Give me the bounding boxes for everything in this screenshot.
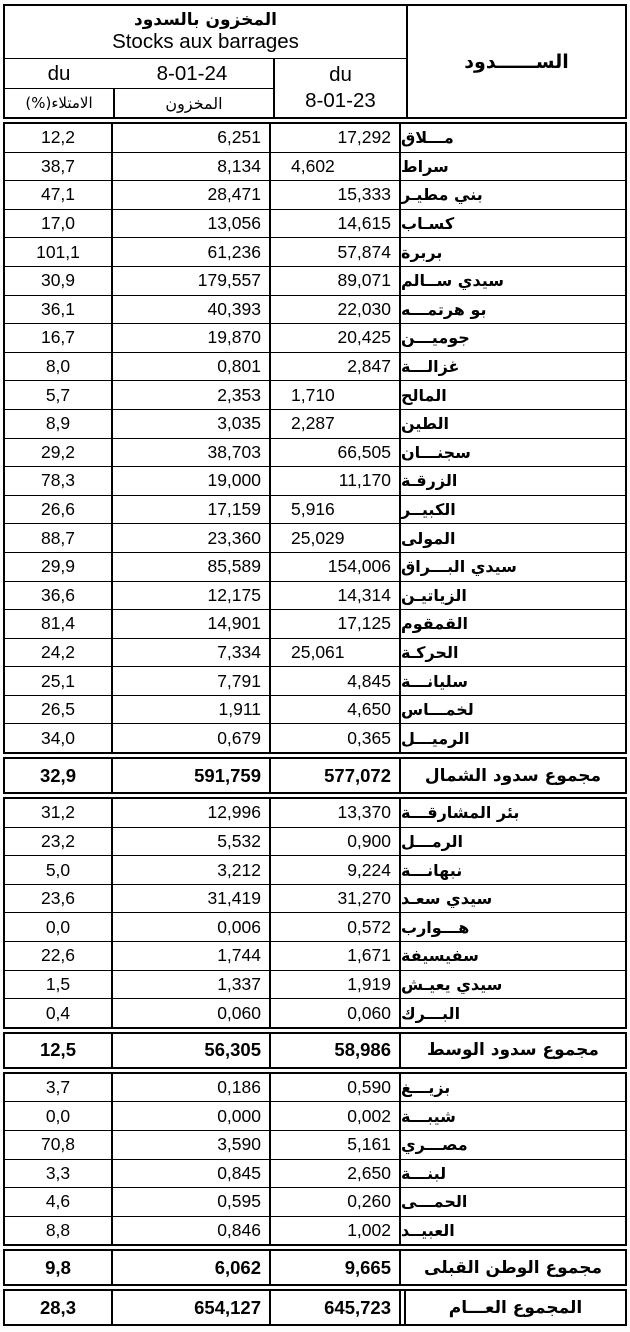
dam-name-cell: لبنـــة	[401, 1163, 447, 1183]
fill-percent-cell: 101,1	[5, 238, 113, 266]
stock-2023-cell: 577,072	[271, 759, 401, 792]
stock-2024-cell: 8,134	[113, 153, 271, 181]
du-2023-label: du	[329, 63, 352, 87]
stock-2023-cell: 66,505	[271, 439, 401, 467]
table-row	[5, 1101, 625, 1130]
stock-2024-cell: 17,159	[113, 496, 271, 524]
fill-percent-cell: 29,9	[5, 553, 113, 581]
fill-percent-cell: 0,0	[5, 913, 113, 941]
fill-percent-cell: 26,6	[5, 496, 113, 524]
stock-2023-cell: 645,723	[271, 1291, 401, 1324]
stock-2023-cell: 4,602	[271, 153, 401, 181]
section-total-row	[5, 759, 625, 792]
stock-2024-cell: 1,911	[113, 696, 271, 724]
fill-percent-cell: 4,6	[5, 1188, 113, 1216]
section-total-row	[5, 1251, 625, 1284]
dam-name-cell: نبهانـــة	[401, 860, 463, 880]
fill-percent-cell: 31,2	[5, 799, 113, 827]
stocks-title-french: Stocks aux barrages	[112, 30, 299, 54]
dam-name-cell: كسـاب	[401, 214, 455, 234]
stock-2024-cell: 0,186	[113, 1074, 271, 1102]
stock-2023-cell: 5,916	[271, 496, 401, 524]
table-row	[5, 998, 625, 1027]
dam-name-cell: مجموع الوطن القبلى	[424, 1257, 602, 1278]
fill-percent-cell: 12,5	[5, 1034, 113, 1067]
dam-name-cell: القمقوم	[401, 614, 469, 634]
stock-2024-cell: 40,393	[113, 296, 271, 324]
du-2024-label: du	[47, 61, 71, 85]
fill-percent-cell: 70,8	[5, 1131, 113, 1159]
dam-name-cell: سجنـــان	[401, 442, 471, 462]
stock-2024-cell: 6,062	[113, 1251, 271, 1284]
stock-2024-cell: 19,000	[113, 467, 271, 495]
dam-name-cell: مجموع سدود الوسط	[427, 1040, 599, 1061]
stock-2024-cell: 14,901	[113, 610, 271, 638]
table-row	[5, 237, 625, 266]
stock-2023-cell: 0,900	[271, 828, 401, 856]
table-row	[5, 295, 625, 324]
date-2024-header	[5, 59, 273, 89]
dam-name-cell: الزياتيـن	[401, 585, 467, 605]
stock-2023-cell: 4,845	[271, 667, 401, 695]
table-row	[5, 323, 625, 352]
fill-percent-cell: 88,7	[5, 524, 113, 552]
table-row	[5, 352, 625, 381]
stock-2023-cell: 89,071	[271, 267, 401, 295]
stock-2024-cell: 23,360	[113, 524, 271, 552]
dam-name-cell: بني مطيـر	[401, 185, 483, 205]
dam-name-cell: الحمـــى	[401, 1192, 468, 1212]
table-body	[3, 122, 627, 1326]
stock-2024-cell: 56,305	[113, 1034, 271, 1067]
stock-2024-cell: 85,589	[113, 553, 271, 581]
fill-percent-cell: 25,1	[5, 667, 113, 695]
dam-name-cell: هـــوارب	[401, 917, 470, 937]
dam-name-cell: مصـــري	[401, 1135, 468, 1155]
fill-percent-cell: 8,9	[5, 410, 113, 438]
dam-name-cell: شيبـــة	[401, 1106, 456, 1126]
fill-percent-cell: 47,1	[5, 181, 113, 209]
stock-2023-cell: 1,671	[271, 942, 401, 970]
dam-name-cell: بئر المشارقـــة	[401, 803, 520, 823]
fill-percent-cell: 12,2	[5, 124, 113, 152]
table-row	[5, 695, 625, 724]
dam-name-cell: لخمـــاس	[401, 700, 474, 720]
stock-2023-cell: 22,030	[271, 296, 401, 324]
dam-section-capbon	[3, 1072, 627, 1247]
dam-name-cell: المجموع العـــام	[404, 1291, 625, 1324]
stock-2024-cell: 7,791	[113, 667, 271, 695]
fill-percent-cell: 9,8	[5, 1251, 113, 1284]
stock-2023-cell: 4,650	[271, 696, 401, 724]
stock-2024-cell: 19,870	[113, 324, 271, 352]
stock-2024-cell: 3,035	[113, 410, 271, 438]
date-2024-value: 8-01-24	[156, 61, 228, 85]
table-row	[5, 495, 625, 524]
dam-name-cell: المالح	[401, 385, 447, 405]
stock-2023-cell: 5,161	[271, 1131, 401, 1159]
dam-section-center	[3, 797, 627, 1029]
table-row	[5, 180, 625, 209]
dam-name-cell: العبيــد	[401, 1221, 455, 1241]
dam-name-cell: مجموع سدود الشمال	[424, 765, 602, 786]
dam-name-cell: بو هرتمـــه	[401, 299, 487, 319]
stock-2024-cell: 31,419	[113, 885, 271, 913]
fill-percent-cell: 29,2	[5, 439, 113, 467]
stock-2024-cell: 2,353	[113, 381, 271, 409]
table-row	[5, 912, 625, 941]
stock-2024-cell: 7,334	[113, 639, 271, 667]
table-row	[5, 723, 625, 752]
stock-2024-cell: 0,060	[113, 999, 271, 1027]
stock-2023-cell: 0,002	[271, 1102, 401, 1130]
stock-2024-cell: 12,175	[113, 582, 271, 610]
stock-2024-cell: 6,251	[113, 124, 271, 152]
dam-name-cell: المولى	[401, 528, 456, 548]
stock-2024-cell: 1,744	[113, 942, 271, 970]
dam-name-cell: سيدي ســالم	[401, 271, 504, 291]
dam-name-cell: سفيسيفة	[401, 946, 479, 966]
stock-2023-cell: 20,425	[271, 324, 401, 352]
table-row	[5, 466, 625, 495]
table-row	[5, 552, 625, 581]
table-row	[5, 266, 625, 295]
date-2023-value: 8-01-23	[305, 89, 376, 112]
stock-2024-cell: 179,557	[113, 267, 271, 295]
table-row	[5, 1187, 625, 1216]
stock-2023-cell: 0,060	[271, 999, 401, 1027]
stock-2023-cell: 57,874	[271, 238, 401, 266]
grand-total-row	[5, 1291, 625, 1324]
dam-name-cell: الطين	[401, 414, 450, 434]
stock-2024-cell: 13,056	[113, 210, 271, 238]
dam-section-north	[3, 122, 627, 754]
stock-2023-cell: 17,292	[271, 124, 401, 152]
fill-percent-cell: 5,0	[5, 856, 113, 884]
stock-2024-cell: 0,006	[113, 913, 271, 941]
fill-percent-cell: 23,2	[5, 828, 113, 856]
dam-name-cell: سيدي يعيـش	[401, 974, 503, 994]
fill-percent-cell: 0,0	[5, 1102, 113, 1130]
table-row	[5, 638, 625, 667]
fill-percent-cell: 28,3	[5, 1291, 113, 1324]
fill-percent-cell: 36,1	[5, 296, 113, 324]
table-row	[5, 666, 625, 695]
stock-2023-cell: 2,287	[271, 410, 401, 438]
stocks-title	[5, 6, 406, 59]
stock-2023-cell: 2,650	[271, 1160, 401, 1188]
stock-2023-cell: 0,590	[271, 1074, 401, 1102]
stock-2023-cell: 2,847	[271, 353, 401, 381]
table-row	[5, 581, 625, 610]
stock-2023-cell: 1,710	[271, 381, 401, 409]
dam-name-cell: غزالـــة	[401, 357, 460, 377]
stock-2023-cell: 58,986	[271, 1034, 401, 1067]
dam-name-cell: الرميـــل	[401, 728, 470, 748]
stock-2023-cell: 25,029	[271, 524, 401, 552]
stock-2024-cell: 591,759	[113, 759, 271, 792]
stock-2024-cell: 654,127	[113, 1291, 271, 1324]
dam-name-cell: سليانـــة	[401, 671, 468, 691]
fill-percent-cell: 24,2	[5, 639, 113, 667]
stocks-header-group	[5, 6, 408, 117]
dams-column-header: الســــــدود	[464, 50, 569, 73]
stock-2023-cell: 9,665	[271, 1251, 401, 1284]
section-total-north	[3, 757, 627, 794]
stock-2023-cell: 13,370	[271, 799, 401, 827]
fill-percent-cell: 17,0	[5, 210, 113, 238]
dam-name-cell: الزرقـة	[401, 471, 458, 491]
dam-name-cell: مـــلاق	[401, 128, 454, 148]
fill-percent-cell: 22,6	[5, 942, 113, 970]
stock-2024-cell: 0,000	[113, 1102, 271, 1130]
dam-name-cell: بربرة	[401, 242, 443, 262]
table-row	[5, 1130, 625, 1159]
fill-percent-cell: 78,3	[5, 467, 113, 495]
fill-percent-cell: 38,7	[5, 153, 113, 181]
table-row	[5, 884, 625, 913]
stock-2024-cell: 0,801	[113, 353, 271, 381]
stock-2023-cell: 14,615	[271, 210, 401, 238]
date-2023-header	[275, 59, 406, 117]
table-row	[5, 438, 625, 467]
fill-percent-cell: 8,8	[5, 1217, 113, 1245]
fill-percent-cell: 34,0	[5, 724, 113, 752]
stock-2024-cell: 3,590	[113, 1131, 271, 1159]
stock-2024-cell: 12,996	[113, 799, 271, 827]
stock-2023-cell: 0,260	[271, 1188, 401, 1216]
fill-percent-cell: 30,9	[5, 267, 113, 295]
stock-2023-cell: 0,365	[271, 724, 401, 752]
table-row	[5, 380, 625, 409]
dam-name-cell: بزيـــغ	[401, 1078, 451, 1098]
stock-2023-cell: 14,314	[271, 582, 401, 610]
stock-2024-cell: 3,212	[113, 856, 271, 884]
fill-percent-cell: 36,6	[5, 582, 113, 610]
section-total-capbon	[3, 1249, 627, 1286]
section-total-row	[5, 1034, 625, 1067]
fill-percent-cell: 1,5	[5, 971, 113, 999]
table-row	[5, 1159, 625, 1188]
grand-total	[3, 1289, 627, 1326]
table-row	[5, 1216, 625, 1245]
section-total-center	[3, 1032, 627, 1069]
stock-2023-cell: 17,125	[271, 610, 401, 638]
table-header	[3, 4, 627, 119]
fill-percent-cell: 5,7	[5, 381, 113, 409]
dam-name-cell: الكبيــر	[401, 500, 456, 520]
dam-name-cell: الرمـــل	[401, 831, 464, 851]
stock-2024-cell: 0,845	[113, 1160, 271, 1188]
table-row	[5, 209, 625, 238]
fill-percent-cell: 26,5	[5, 696, 113, 724]
stock-2024-cell: 1,337	[113, 971, 271, 999]
dam-name-cell: سيدي سعـد	[401, 889, 493, 909]
fill-percent-cell: 16,7	[5, 324, 113, 352]
stock-2023-cell: 31,270	[271, 885, 401, 913]
table-row	[5, 152, 625, 181]
stock-2024-cell: 28,471	[113, 181, 271, 209]
stock-2023-cell: 15,333	[271, 181, 401, 209]
dam-name-cell: البـــرك	[401, 1003, 461, 1023]
stock-2023-cell: 1,002	[271, 1217, 401, 1245]
stock-column-header: المخزون	[165, 93, 223, 113]
dam-name-cell: جوميـــن	[401, 328, 470, 348]
stock-2023-cell: 11,170	[271, 467, 401, 495]
fill-percent-cell: 8,0	[5, 353, 113, 381]
fill-percent-column-header: الامتلاء(%)	[5, 89, 115, 117]
stock-2024-cell: 0,595	[113, 1188, 271, 1216]
fill-percent-cell: 32,9	[5, 759, 113, 792]
table-row	[5, 799, 625, 827]
stock-2023-cell: 0,572	[271, 913, 401, 941]
table-row	[5, 1074, 625, 1102]
stock-2023-cell: 154,006	[271, 553, 401, 581]
stock-2023-cell: 1,919	[271, 971, 401, 999]
table-row	[5, 409, 625, 438]
dam-name-cell: سيدي البـــراق	[401, 557, 517, 577]
stock-2024-cell: 38,703	[113, 439, 271, 467]
table-row	[5, 523, 625, 552]
table-row	[5, 855, 625, 884]
stock-2024-cell: 61,236	[113, 238, 271, 266]
fill-percent-cell: 23,6	[5, 885, 113, 913]
fill-percent-cell: 0,4	[5, 999, 113, 1027]
fill-percent-cell: 3,7	[5, 1074, 113, 1102]
table-row	[5, 827, 625, 856]
stock-2024-cell: 0,679	[113, 724, 271, 752]
table-row	[5, 609, 625, 638]
dam-name-cell: الحركـة	[401, 642, 459, 662]
fill-percent-cell: 81,4	[5, 610, 113, 638]
table-row	[5, 941, 625, 970]
stock-2024-cell: 5,532	[113, 828, 271, 856]
stocks-title-arabic: المخزون بالسدود	[134, 10, 277, 31]
stock-2024-cell: 0,846	[113, 1217, 271, 1245]
table-row	[5, 124, 625, 152]
stock-2023-cell: 9,224	[271, 856, 401, 884]
fill-percent-cell: 3,3	[5, 1160, 113, 1188]
dam-name-cell: سراط	[401, 156, 449, 176]
stock-2023-cell: 25,061	[271, 639, 401, 667]
table-row	[5, 970, 625, 999]
